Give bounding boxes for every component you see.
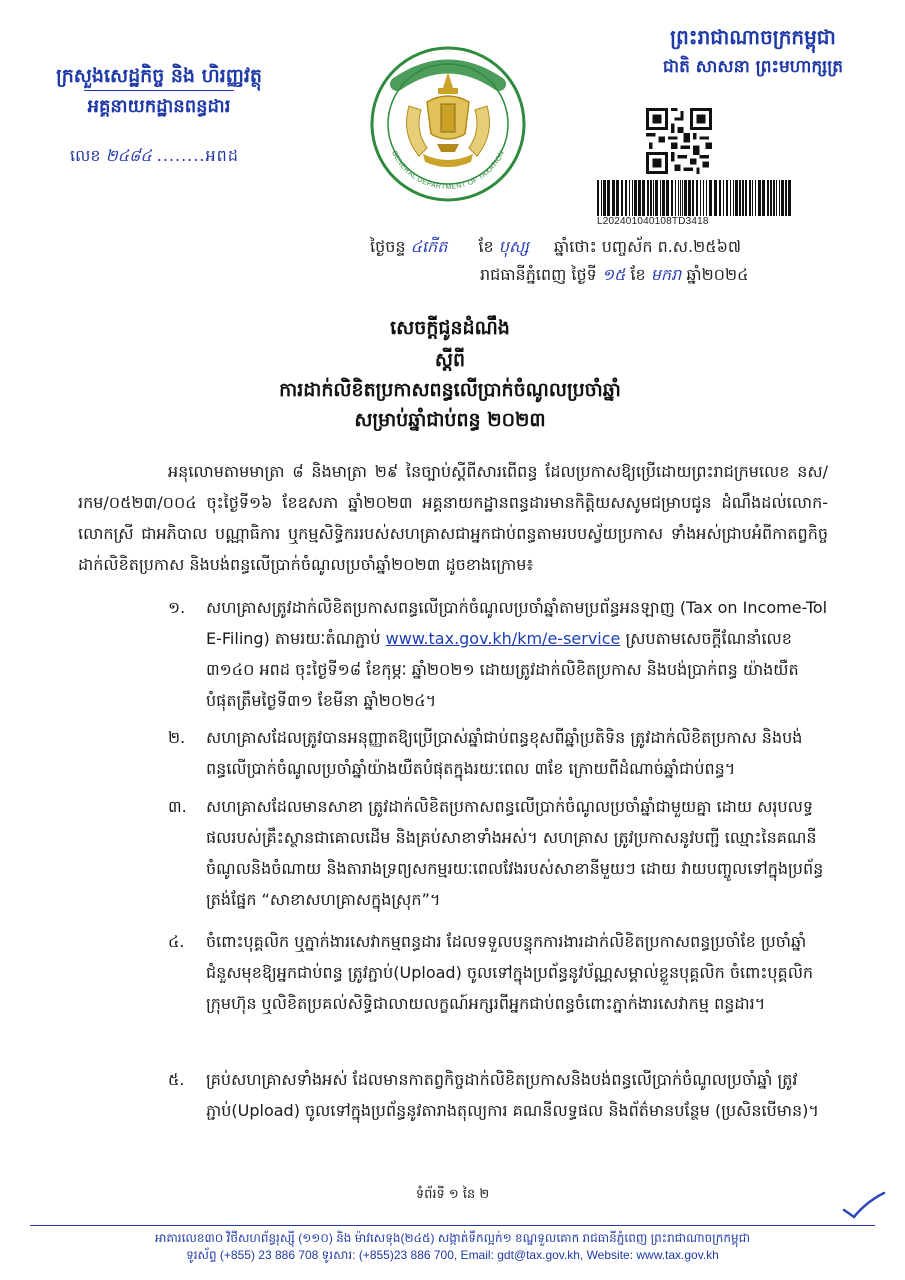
list-item-text: សហគ្រាសដែលត្រូវបានអនុញ្ញាតឱ្យប្រើប្រាស់ឆ្នាំជាប់ពន្ធខុសពីឆ្នាំប្រតិទិន ត្រូវដាក់លិខិតប្រកាស និងបង់ពន្ធលើប្រាក់ចំណូលប្រចាំឆ្នាំយ៉ាងយឺតបំផុតក្នុងរយៈពេល ៣ខែ ក្រោយពីដំណាច់ឆ្នាំជាប់ពន្ធ។ <box>206 728 803 778</box>
barcode-bar <box>735 180 738 216</box>
barcode-bar <box>660 180 661 216</box>
list-item-text-part: សហគ្រាសត្រូវដាក់លិខិតប្រកាសពន្ធលើប្រាក់ចំណូលប្រចាំឆ្នាំតាមប្រព័ន្ធអនឡាញ (Tax on Income-Tol E-Filing) តាមរយៈតំណភ្ជាប់ <box>206 598 828 648</box>
intro-paragraph: អនុលោមតាមមាត្រា ៨ និងមាត្រា ២៩ នៃច្បាប់ស្តីពីសារពើពន្ធ ដែលប្រកាសឱ្យប្រើដោយព្រះរាជក្រមលេខ នស/រកម/០៥២៣/០០៤ ចុះថ្ងៃទី១៦ ខែឧសភា ឆ្នាំ២០២៣ អគ្គនាយកដ្ឋានពន្ធដារមានកិត្តិយសសូមជម្រាបជូន ដំណឹងដល់លោក-លោកស្រី ជាអភិបាល បណ្ណាធិការ ឬកម្មសិទ្ធិកររបស់សហគ្រាសជាអ្នកជាប់ពន្ធតាមរបបស្វ័យប្រកាស ទាំងអស់ជ្រាបអំពីកាតព្វកិច្ចដាក់លិខិតប្រកាស និងបង់ពន្ធលើប្រាក់ចំណូលប្រចាំឆ្នាំ២០២៣ ដូចខាងក្រោម៖ <box>78 462 828 574</box>
page-number: ទំព័រទី ១ នៃ ២ <box>415 1187 490 1202</box>
barcode-bar <box>739 180 741 216</box>
list-item <box>168 722 828 784</box>
barcode-bar <box>632 180 633 216</box>
list-item-text-part: ស្របតាមសេចក្តីណែនាំលេខ ៣១៤០ អពដ ចុះថ្ងៃទី១៨ ខែកុម្ភៈ ឆ្នាំ២០២១ ដោយត្រូវដាក់លិខិតប្រកាស និងបង់ប្រាក់ពន្ធ យ៉ាងយឺតបំផុតត្រឹមថ្ងៃទី៣១ ខែមីនា ឆ្នាំ២០២៤។ <box>206 629 799 710</box>
barcode-bar <box>655 180 658 216</box>
barcode-bar <box>675 180 676 216</box>
barcode-bar <box>770 180 772 216</box>
month-label: ខែ <box>630 265 646 284</box>
list-item-text: គ្រប់សហគ្រាសទាំងអស់ ដែលមានកាតព្វកិច្ចដាក់លិខិតប្រកាសនិងបង់ពន្ធលើប្រាក់ចំណូលប្រចាំឆ្នាំ ត្រូវភ្ជាប់(Upload) ចូលទៅក្នុងប្រព័ន្ធនូវតារាងតុល្យការ គណនីលទ្ធផល និងព័ត៌មានបន្ថែម (ប្រសិនបើមាន)។ <box>206 1070 819 1120</box>
notice-title: សេចក្តីជូនដំណឹង <box>390 317 510 339</box>
barcode-bar <box>706 180 707 216</box>
barcode-bar <box>634 180 637 216</box>
list-item-number: ៥. <box>168 1070 185 1089</box>
reference-number <box>70 145 270 169</box>
barcode-bar <box>767 180 769 216</box>
barcode-bar <box>629 180 630 216</box>
list-item-text: ចំពោះបុគ្គលិក ឬភ្នាក់ងារសេវាកម្មពន្ធដារ ដែលទទួលបន្ទុកការងារដាក់លិខិតប្រកាសពន្ធប្រចាំខែ ប្រចាំឆ្នាំ ជំនួសមុខឱ្យអ្នកជាប់ពន្ធ ត្រូវភ្ជាប់(Upload) ចូលទៅក្នុងប្រព័ន្ធនូវប័ណ្ណសម្គាល់ខ្លួនបុគ្គលិក ចំពោះបុគ្គលិកក្រុមហ៊ុន ឬលិខិតប្រគល់សិទ្ធិជាលាយលក្ខណ៍អក្សរពីអ្នកជាប់ពន្ធចំពោះភ្នាក់ងារសេវាកម្ម ពន្ធដារ។ <box>206 932 814 1013</box>
list-item <box>168 592 828 716</box>
barcode-bar <box>745 180 747 216</box>
year: ឆ្នាំ២០២៤ <box>686 265 749 284</box>
barcode-bar <box>682 180 683 216</box>
ministry-name: ក្រសួងសេដ្ឋកិច្ច និង ហិរញ្ញវត្ថុ <box>56 65 262 87</box>
ministry-divider <box>84 90 234 91</box>
barcode <box>595 180 795 216</box>
barcode-bar <box>603 180 606 216</box>
kingdom-header <box>618 22 888 82</box>
barcode-bar <box>742 180 744 216</box>
barcode-bar <box>696 180 698 216</box>
barcode-bar <box>616 180 619 216</box>
ministry-header <box>34 64 284 119</box>
list-item <box>168 926 828 1019</box>
barcode-bar <box>752 180 753 216</box>
barcode-bar <box>653 180 654 216</box>
list-item-text: សហគ្រាសដែលមានសាខា ត្រូវដាក់លិខិតប្រកាសពន្ធលើប្រាក់ចំណូលប្រចាំឆ្នាំជាមួយគ្នា ដោយ សរុបលទ្ធផលរបស់គ្រឹះស្ថានជាគោលដើម និងគ្រប់សាខាទាំងអស់។ សហគ្រាស ត្រូវប្រកាសនូវបញ្ជី ឈ្មោះនៃគណនីចំណូលនិងចំណាយ និងតារាងទ្រព្យសកម្មរយៈពេលវែងរបស់សាខានីមួយៗ ដោយ វាយបញ្ចូលទៅក្នុងប្រព័ន្ធត្រង់ផ្នែក “សាខាសហគ្រាសក្នុងស្រុក”។ <box>206 797 824 909</box>
barcode-bar <box>692 180 694 216</box>
day-handwritten: ១៥ <box>601 265 626 284</box>
barcode-bar <box>730 180 731 216</box>
nation-motto: ជាតិ សាសនា ព្រះមហាក្សត្រ <box>662 57 844 77</box>
barcode-bar <box>703 180 704 216</box>
notice-subject: ការដាក់លិខិតប្រកាសពន្ធលើប្រាក់ចំណូលប្រចាំឆ្នាំ <box>279 379 621 401</box>
reference-suffix: ........អពដ <box>156 146 239 165</box>
list-item-number: ២. <box>168 728 186 747</box>
month-handwritten: មករា <box>650 265 682 284</box>
barcode-bar <box>719 180 721 216</box>
barcode-bar <box>776 180 777 216</box>
footer-contact: ទូរស័ព្ទ (+855) 23 886 708 ទូរសារ: (+855)23 886 700, Email: gdt@tax.gov.kh, Website: www.tax.gov.kh <box>186 1248 719 1262</box>
reference-handwritten-number: ២៤៨៤ <box>105 146 152 165</box>
reference-prefix: លេខ <box>70 146 101 165</box>
barcode-bar <box>680 180 681 216</box>
gdt-seal-logo <box>367 44 529 202</box>
footer-divider <box>30 1225 875 1226</box>
list-item-number: ១. <box>168 598 186 617</box>
lunar-date-line <box>370 236 850 260</box>
barcode-bar <box>779 180 780 216</box>
barcode-bar <box>749 180 751 216</box>
notice-tax-year: សម្រាប់ឆ្នាំជាប់ពន្ធ ២០២៣ <box>354 409 546 431</box>
royal-emblem-icon <box>407 72 490 167</box>
barcode-bar <box>788 180 791 216</box>
barcode-bar <box>726 180 728 216</box>
list-item-number: ៣. <box>168 797 187 816</box>
lunar-month-label: ខែ <box>478 237 494 256</box>
gregorian-date-line <box>480 264 860 288</box>
barcode-bar <box>781 180 784 216</box>
barcode-bar <box>666 180 669 216</box>
lunar-day-label: ថ្ងៃចន្ទ <box>370 237 406 256</box>
barcode-bar <box>642 180 645 216</box>
list-item <box>168 1064 828 1126</box>
barcode-bar <box>601 180 602 216</box>
barcode-bar <box>612 180 615 216</box>
barcode-bar <box>597 180 599 216</box>
barcode-bar <box>762 180 765 216</box>
barcode-bar <box>662 180 665 216</box>
barcode-bar <box>785 180 787 216</box>
footer-address: អាគារលេខ៣០ វិថីសហព័ន្ធរុស្ស៊ី (១១០) និង ម៉ាវសេទុង(២៤៥) សង្កាត់ទឹកល្អក់១ ខណ្ឌទួលគោក រាជធានីភ្នំពេញ ព្រះរាជាណាចក្រកម្ពុជា <box>154 1231 751 1245</box>
kingdom-name: ព្រះរាជាណាចក្រកម្ពុជា <box>670 25 836 49</box>
place-and-day-label: រាជធានីភ្នំពេញ ថ្ងៃទី <box>480 265 597 284</box>
checkmark-icon <box>840 1190 888 1220</box>
barcode-bar <box>607 180 610 216</box>
barcode-bar <box>709 180 712 216</box>
e-service-link[interactable]: www.tax.gov.kh/km/e-service <box>385 629 621 648</box>
barcode-bar <box>678 180 679 216</box>
svg-text:GENERAL DEPARTMENT OF TAXATION <box>390 150 506 191</box>
list-item-text <box>206 592 828 716</box>
barcode-bar <box>650 180 652 216</box>
qr-code <box>646 108 712 174</box>
department-name: អគ្គនាយកដ្ឋានពន្ធដារ <box>87 96 231 117</box>
barcode-number: L202401040108TD3418 <box>597 216 709 227</box>
seal-text: GENERAL DEPARTMENT OF TAXATION <box>389 149 507 192</box>
barcode-bar <box>671 180 673 216</box>
barcode-bar <box>755 180 756 216</box>
lunar-month-handwritten: បុស្ស <box>498 237 529 256</box>
lunar-year: ឆ្នាំថោះ បញ្ចស័ក ព.ស.២៥៦៧ <box>554 237 742 256</box>
barcode-bar <box>638 180 641 216</box>
barcode-bar <box>621 180 623 216</box>
lunar-day-handwritten: ៤កើត <box>410 237 448 256</box>
barcode-bar <box>625 180 627 216</box>
barcode-bar <box>723 180 724 216</box>
barcode-bar <box>758 180 761 216</box>
barcode-bar <box>733 180 734 216</box>
barcode-bar <box>684 180 687 216</box>
barcode-bar <box>647 180 649 216</box>
notice-about: ស្តីពី <box>434 349 466 371</box>
barcode-bar <box>700 180 701 216</box>
barcode-bar <box>714 180 717 216</box>
list-item-number: ៤. <box>168 932 185 951</box>
barcode-bar <box>773 180 775 216</box>
list-item <box>168 791 828 915</box>
footer <box>30 1230 875 1264</box>
barcode-bar <box>688 180 691 216</box>
